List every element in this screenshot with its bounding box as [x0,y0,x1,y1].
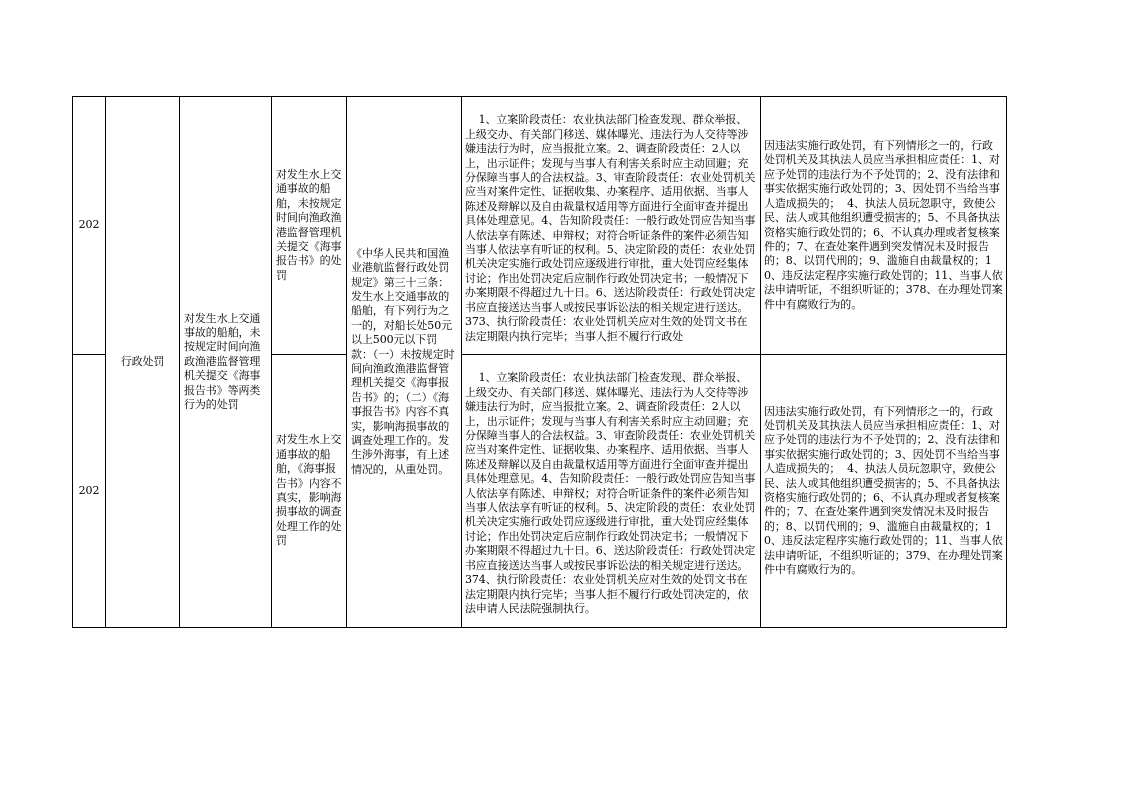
responsibility-cell-1 [461,97,760,354]
accountability-text: 因违法实施行政处罚，有下列情形之一的，行政处罚机关及其执法人员应当承担相应责任：1、对应予处罚的违法行为不予处罚的；2、没有法律和事实依据实施行政处罚的；3、因处罚不当给当事人造成损失的； 4、执法人员玩忽职守，致使公民、法人或其他组织遭受损害的；5、不具备执法资格实施行政处罚的；6、不认真办理或者复核案件的；7、在查处案件遇到突发情况未及时报告的；8、以罚代刑的；9、滥施自由裁量权的；10、违反法定程序实施行政处罚的；11、当事人依法申请听证，不组织听证的；378、在办理处罚案件中有腐败行为的。 [764,139,1003,311]
parent-item-cell [179,97,271,627]
seq-number: 202 [78,218,100,232]
power-list-table [72,96,1007,628]
responsibility-text: 1、立案阶段责任：农业执法部门检查发现、群众举报、上级交办、有关部门移送、媒体曝光、违法行为人交待等涉嫌违法行为时，应当报批立案。2、调查阶段责任：2人以上，出示证件；发现与当事人有利害关系时应主动回避；充分保障当事人的合法权益。3、审查阶段责任：农业处罚机关应当对案件定性、证据收集、办案程序、适用依据、当事人陈述及辩解以及自由裁量权适用等方面进行全面审查并提出具体处理意见。4、告知阶段责任：一般行政处罚应告知当事人依法享有陈述、申辩权；对符合听证条件的案件必须告知当事人依法享有听证的权利。5、决定阶段的责任：农业处罚机关决定实施行政处罚应逐级进行审批，重大处罚应经集体讨论；作出处罚决定后应制作行政处罚决定书；一般情况下办案期限不得超过九十日。6、送达阶段责任：行政处罚决定书应直接送达当事人或按民事诉讼法的相关规定进行送达。 374、执行阶段责任：农业处罚机关应对生效的处罚文书在法定期限内执行完毕；当事人拒不履行行政处罚决定的，依法申请人民法院强制执行。 [465,371,756,615]
category-cell [105,97,179,627]
sub-item-text: 对发生水上交通事故的船舶，《海事报告书》内容不真实，影响海损事故的调查处理工作的处罚 [276,433,342,548]
legal-basis-cell [346,97,461,627]
seq-cell-1 [73,97,105,354]
seq-cell-2 [73,354,105,627]
category-label: 行政处罚 [120,354,165,368]
parent-item-text: 对发生水上交通事故的船舶，未按规定时间向渔政渔港监督管理机关提交《海事报告书》等两类行为的处罚 [184,311,261,412]
legal-basis-text: 《中华人民共和国渔业港航监督行政处罚规定》第三十三条：发生水上交通事故的船舶，有下列行为之一的，对船长处50元以上500元以下罚款：（一）未按规定时间向渔政渔港监督管理机关提交《海事报告书》的；（二）《海事报告书》内容不真实，影响海损事故的调查处理工作的。发生涉外海事，有上述情况的，从重处罚。 [351,246,455,476]
sub-item-cell-1 [271,97,346,354]
accountability-cell-1 [760,97,1006,354]
responsibility-text: 1、立案阶段责任：农业执法部门检查发现、群众举报、上级交办、有关部门移送、媒体曝光、违法行为人交待等涉嫌违法行为时，应当报批立案。2、调查阶段责任：2人以上，出示证件；发现与当事人有利害关系时应主动回避；充分保障当事人的合法权益。3、审查阶段责任：农业处罚机关应当对案件定性、证据收集、办案程序、适用依据、当事人陈述及辩解以及自由裁量权适用等方面进行全面审查并提出具体处理意见。4、告知阶段责任：一般行政处罚应告知当事人依法享有陈述、申辩权；对符合听证条件的案件必须告知当事人依法享有听证的权利。5、决定阶段的责任：农业处罚机关决定实施行政处罚应逐级进行审批，重大处罚应经集体讨论；作出处罚决定后应制作行政处罚决定书；一般情况下办案期限不得超过九十日。6、送达阶段责任：行政处罚决定书应直接送达当事人或按民事诉讼法的相关规定进行送达。 373、执行阶段责任：农业处罚机关应对生效的处罚文书在法定期限内执行完毕；当事人拒不履行行政处 [465,113,756,343]
sub-item-cell-2 [271,354,346,627]
sub-item-text: 对发生水上交通事故的船舶，未按规定时间向渔政渔港监督管理机关提交《海事报告书》的处罚 [276,167,342,282]
seq-number: 202 [78,483,100,497]
accountability-text: 因违法实施行政处罚，有下列情形之一的，行政处罚机关及其执法人员应当承担相应责任：1、对应予处罚的违法行为不予处罚的；2、没有法律和事实依据实施行政处罚的；3、因处罚不当给当事人造成损失的； 4、执法人员玩忽职守，致使公民、法人或其他组织遭受损害的；5、不具备执法资格实施行政处罚的；6、不认真办理或者复核案件的；7、在查处案件遇到突发情况未及时报告的；8、以罚代刑的；9、滥施自由裁量权的；10、违反法定程序实施行政处罚的；11、当事人依法申请听证，不组织听证的；379、在办理处罚案件中有腐败行为的。 [764,404,1003,577]
responsibility-cell-2 [461,354,760,627]
accountability-cell-2 [760,354,1006,627]
